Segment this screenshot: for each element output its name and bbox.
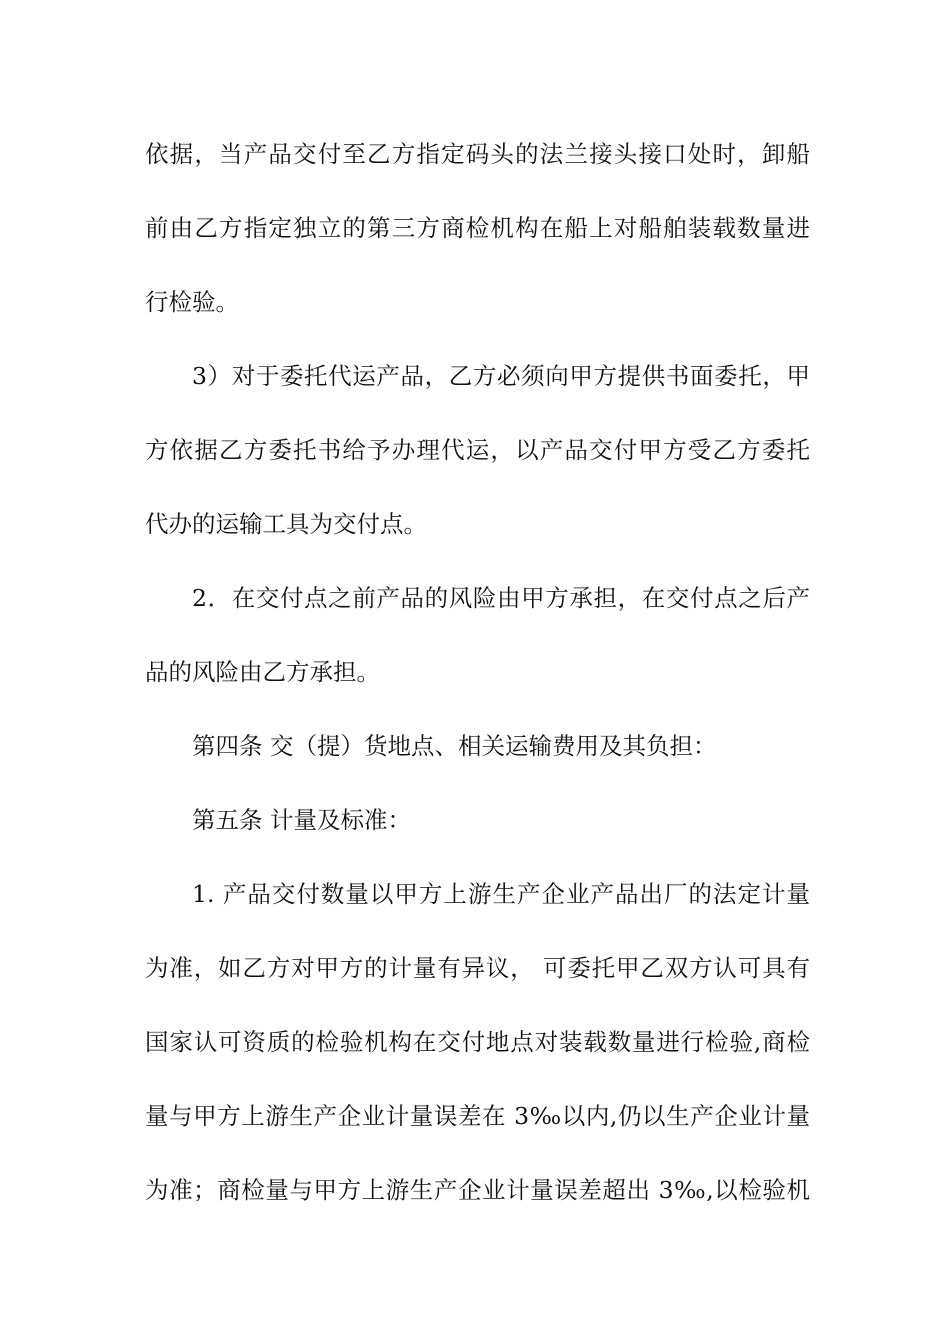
text-line: 3）对于委托代运产品，乙方必须向甲方提供书面委托，甲 [192, 362, 810, 390]
text-line: 品的风险由乙方承担。 [145, 658, 380, 686]
text-line: 前由乙方指定独立的第三方商检机构在船上对船舶装载数量进 [145, 214, 810, 242]
text-line: 行检验。 [145, 288, 239, 316]
text-line: 为准；商检量与甲方上游生产企业计量误差超出 3‰,以检验机 [145, 1176, 810, 1204]
article-heading: 第四条 交（提）货地点、相关运输费用及其负担： [192, 732, 717, 760]
text-line: 2．在交付点之前产品的风险由甲方承担，在交付点之后产 [192, 584, 810, 612]
text-line: 量与甲方上游生产企业计量误差在 3‰以内,仍以生产企业计量 [145, 1102, 810, 1130]
article-heading: 第五条 计量及标准： [192, 806, 411, 834]
text-line: 为准，如乙方对甲方的计量有异议， 可委托甲乙双方认可具有 [145, 954, 810, 982]
text-line: 方依据乙方委托书给予办理代运，以产品交付甲方受乙方委托 [145, 436, 810, 464]
text-line: 代办的运输工具为交付点。 [145, 510, 427, 538]
text-line: 1. 产品交付数量以甲方上游生产企业产品出厂的法定计量 [192, 880, 810, 908]
text-line: 依据，当产品交付至乙方指定码头的法兰接头接口处时，卸船 [145, 140, 810, 168]
text-line: 国家认可资质的检验机构在交付地点对装载数量进行检验,商检 [145, 1028, 810, 1056]
